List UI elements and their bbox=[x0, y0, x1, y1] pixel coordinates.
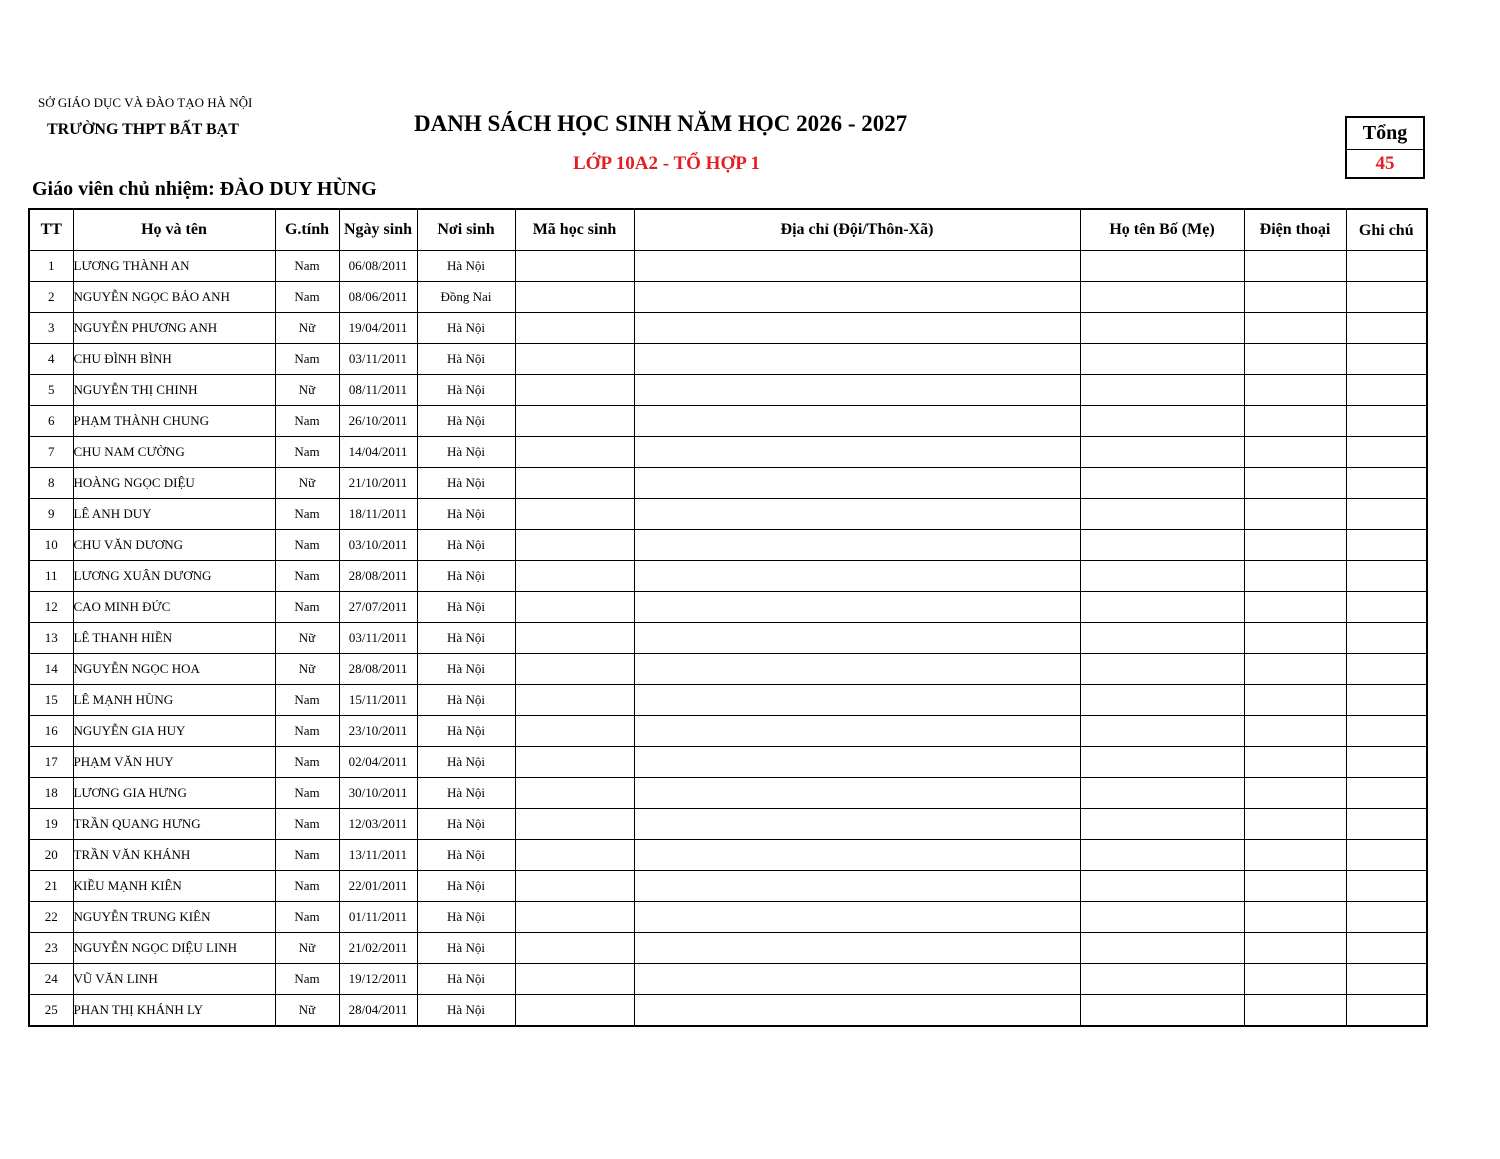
parent-name-cell bbox=[1080, 809, 1244, 840]
place-of-birth: Hà Nội bbox=[417, 902, 515, 933]
table-row bbox=[29, 716, 1427, 747]
address-cell bbox=[634, 902, 1080, 933]
date-of-birth: 03/10/2011 bbox=[339, 530, 417, 561]
student-name: NGUYỄN TRUNG KIÊN bbox=[73, 902, 275, 933]
student-name: PHẠM VĂN HUY bbox=[73, 747, 275, 778]
phone-cell bbox=[1244, 499, 1346, 530]
row-number: 17 bbox=[29, 747, 73, 778]
table-row bbox=[29, 282, 1427, 313]
row-number: 15 bbox=[29, 685, 73, 716]
parent-name-cell bbox=[1080, 902, 1244, 933]
place-of-birth: Hà Nội bbox=[417, 995, 515, 1027]
student-id-cell bbox=[515, 840, 634, 871]
gender: Nam bbox=[275, 251, 339, 282]
row-number: 22 bbox=[29, 902, 73, 933]
parent-name-cell bbox=[1080, 251, 1244, 282]
table-row bbox=[29, 840, 1427, 871]
col-header-tt: TT bbox=[29, 209, 73, 251]
row-number: 9 bbox=[29, 499, 73, 530]
row-number: 12 bbox=[29, 592, 73, 623]
parent-name-cell bbox=[1080, 716, 1244, 747]
note-cell bbox=[1346, 871, 1427, 902]
table-row bbox=[29, 685, 1427, 716]
table-row bbox=[29, 809, 1427, 840]
address-cell bbox=[634, 623, 1080, 654]
parent-name-cell bbox=[1080, 499, 1244, 530]
phone-cell bbox=[1244, 871, 1346, 902]
table-row bbox=[29, 499, 1427, 530]
table-row bbox=[29, 437, 1427, 468]
parent-name-cell bbox=[1080, 375, 1244, 406]
gender: Nam bbox=[275, 530, 339, 561]
col-header-gender: G.tính bbox=[275, 209, 339, 251]
gender: Nam bbox=[275, 437, 339, 468]
department-name: SỞ GIÁO DỤC VÀ ĐÀO TẠO HÀ NỘI bbox=[38, 95, 253, 110]
total-value: 45 bbox=[1375, 153, 1395, 174]
row-number: 2 bbox=[29, 282, 73, 313]
address-cell bbox=[634, 592, 1080, 623]
place-of-birth: Hà Nội bbox=[417, 313, 515, 344]
phone-cell bbox=[1244, 933, 1346, 964]
table-row bbox=[29, 871, 1427, 902]
phone-cell bbox=[1244, 964, 1346, 995]
parent-name-cell bbox=[1080, 406, 1244, 437]
place-of-birth: Hà Nội bbox=[417, 499, 515, 530]
class-subtitle: LỚP 10A2 - TỔ HỢP 1 bbox=[573, 153, 761, 174]
row-number: 23 bbox=[29, 933, 73, 964]
note-cell bbox=[1346, 778, 1427, 809]
place-of-birth: Hà Nội bbox=[417, 561, 515, 592]
student-id-cell bbox=[515, 623, 634, 654]
table-row bbox=[29, 933, 1427, 964]
note-cell bbox=[1346, 902, 1427, 933]
place-of-birth: Hà Nội bbox=[417, 716, 515, 747]
note-cell bbox=[1346, 685, 1427, 716]
note-cell bbox=[1346, 530, 1427, 561]
date-of-birth: 14/04/2011 bbox=[339, 437, 417, 468]
place-of-birth: Hà Nội bbox=[417, 251, 515, 282]
parent-name-cell bbox=[1080, 778, 1244, 809]
parent-name-cell bbox=[1080, 592, 1244, 623]
phone-cell bbox=[1244, 809, 1346, 840]
student-name: LÊ ANH DUY bbox=[73, 499, 275, 530]
address-cell bbox=[634, 561, 1080, 592]
address-cell bbox=[634, 530, 1080, 561]
row-number: 25 bbox=[29, 995, 73, 1027]
place-of-birth: Hà Nội bbox=[417, 592, 515, 623]
col-header-dob: Ngày sinh bbox=[339, 209, 417, 251]
table-row bbox=[29, 592, 1427, 623]
student-id-cell bbox=[515, 902, 634, 933]
table-row bbox=[29, 964, 1427, 995]
phone-cell bbox=[1244, 840, 1346, 871]
student-name: LÊ THANH HIỀN bbox=[73, 623, 275, 654]
phone-cell bbox=[1244, 685, 1346, 716]
row-number: 21 bbox=[29, 871, 73, 902]
date-of-birth: 12/03/2011 bbox=[339, 809, 417, 840]
note-cell bbox=[1346, 747, 1427, 778]
note-cell bbox=[1346, 592, 1427, 623]
address-cell bbox=[634, 468, 1080, 499]
place-of-birth: Hà Nội bbox=[417, 871, 515, 902]
row-number: 11 bbox=[29, 561, 73, 592]
parent-name-cell bbox=[1080, 685, 1244, 716]
student-name: LƯƠNG GIA HƯNG bbox=[73, 778, 275, 809]
parent-name-cell bbox=[1080, 871, 1244, 902]
date-of-birth: 30/10/2011 bbox=[339, 778, 417, 809]
address-cell bbox=[634, 933, 1080, 964]
row-number: 19 bbox=[29, 809, 73, 840]
address-cell bbox=[634, 375, 1080, 406]
school-name: TRƯỜNG THPT BẤT BẠT bbox=[47, 121, 239, 138]
row-number: 10 bbox=[29, 530, 73, 561]
table-row bbox=[29, 251, 1427, 282]
date-of-birth: 19/04/2011 bbox=[339, 313, 417, 344]
table-row bbox=[29, 406, 1427, 437]
student-name: NGUYỄN GIA HUY bbox=[73, 716, 275, 747]
place-of-birth: Hà Nội bbox=[417, 809, 515, 840]
student-id-cell bbox=[515, 871, 634, 902]
address-cell bbox=[634, 499, 1080, 530]
table-row bbox=[29, 623, 1427, 654]
student-id-cell bbox=[515, 282, 634, 313]
table-row bbox=[29, 468, 1427, 499]
address-cell bbox=[634, 747, 1080, 778]
student-id-cell bbox=[515, 685, 634, 716]
phone-cell bbox=[1244, 251, 1346, 282]
parent-name-cell bbox=[1080, 623, 1244, 654]
student-table bbox=[28, 208, 1428, 1027]
student-name: NGUYỄN NGỌC DIỆU LINH bbox=[73, 933, 275, 964]
student-name: NGUYỄN NGỌC BẢO ANH bbox=[73, 282, 275, 313]
row-number: 8 bbox=[29, 468, 73, 499]
gender: Nữ bbox=[275, 654, 339, 685]
student-name: CAO MINH ĐỨC bbox=[73, 592, 275, 623]
note-cell bbox=[1346, 344, 1427, 375]
table-row bbox=[29, 902, 1427, 933]
note-cell bbox=[1346, 809, 1427, 840]
phone-cell bbox=[1244, 561, 1346, 592]
note-cell bbox=[1346, 840, 1427, 871]
phone-cell bbox=[1244, 406, 1346, 437]
place-of-birth: Đồng Nai bbox=[417, 282, 515, 313]
student-name: LƯƠNG THÀNH AN bbox=[73, 251, 275, 282]
phone-cell bbox=[1244, 716, 1346, 747]
date-of-birth: 13/11/2011 bbox=[339, 840, 417, 871]
student-id-cell bbox=[515, 995, 634, 1027]
gender: Nam bbox=[275, 561, 339, 592]
place-of-birth: Hà Nội bbox=[417, 964, 515, 995]
address-cell bbox=[634, 871, 1080, 902]
address-cell bbox=[634, 282, 1080, 313]
gender: Nam bbox=[275, 871, 339, 902]
address-cell bbox=[634, 840, 1080, 871]
note-cell bbox=[1346, 375, 1427, 406]
date-of-birth: 26/10/2011 bbox=[339, 406, 417, 437]
parent-name-cell bbox=[1080, 437, 1244, 468]
place-of-birth: Hà Nội bbox=[417, 933, 515, 964]
phone-cell bbox=[1244, 437, 1346, 468]
phone-cell bbox=[1244, 995, 1346, 1027]
gender: Nam bbox=[275, 716, 339, 747]
date-of-birth: 23/10/2011 bbox=[339, 716, 417, 747]
phone-cell bbox=[1244, 778, 1346, 809]
place-of-birth: Hà Nội bbox=[417, 747, 515, 778]
col-header-student-id: Mã học sinh bbox=[515, 209, 634, 251]
phone-cell bbox=[1244, 375, 1346, 406]
student-name: HOÀNG NGỌC DIỆU bbox=[73, 468, 275, 499]
place-of-birth: Hà Nội bbox=[417, 530, 515, 561]
student-id-cell bbox=[515, 592, 634, 623]
student-name: NGUYỄN PHƯƠNG ANH bbox=[73, 313, 275, 344]
row-number: 1 bbox=[29, 251, 73, 282]
table-row bbox=[29, 344, 1427, 375]
table-row bbox=[29, 778, 1427, 809]
gender: Nam bbox=[275, 344, 339, 375]
date-of-birth: 02/04/2011 bbox=[339, 747, 417, 778]
date-of-birth: 27/07/2011 bbox=[339, 592, 417, 623]
address-cell bbox=[634, 344, 1080, 375]
place-of-birth: Hà Nội bbox=[417, 778, 515, 809]
phone-cell bbox=[1244, 313, 1346, 344]
note-cell bbox=[1346, 251, 1427, 282]
row-number: 24 bbox=[29, 964, 73, 995]
col-header-name: Họ và tên bbox=[73, 209, 275, 251]
gender: Nam bbox=[275, 499, 339, 530]
gender: Nam bbox=[275, 902, 339, 933]
note-cell bbox=[1346, 964, 1427, 995]
date-of-birth: 15/11/2011 bbox=[339, 685, 417, 716]
student-name: CHU NAM CƯỜNG bbox=[73, 437, 275, 468]
student-name: LƯƠNG XUÂN DƯƠNG bbox=[73, 561, 275, 592]
student-name: PHẠM THÀNH CHUNG bbox=[73, 406, 275, 437]
parent-name-cell bbox=[1080, 995, 1244, 1027]
table-row bbox=[29, 313, 1427, 344]
place-of-birth: Hà Nội bbox=[417, 406, 515, 437]
phone-cell bbox=[1244, 592, 1346, 623]
place-of-birth: Hà Nội bbox=[417, 468, 515, 499]
student-name: VŨ VĂN LINH bbox=[73, 964, 275, 995]
phone-cell bbox=[1244, 654, 1346, 685]
phone-cell bbox=[1244, 902, 1346, 933]
phone-cell bbox=[1244, 468, 1346, 499]
gender: Nam bbox=[275, 282, 339, 313]
gender: Nữ bbox=[275, 995, 339, 1027]
gender: Nữ bbox=[275, 313, 339, 344]
address-cell bbox=[634, 995, 1080, 1027]
place-of-birth: Hà Nội bbox=[417, 623, 515, 654]
table-row bbox=[29, 995, 1427, 1027]
row-number: 14 bbox=[29, 654, 73, 685]
address-cell bbox=[634, 654, 1080, 685]
date-of-birth: 21/02/2011 bbox=[339, 933, 417, 964]
note-cell bbox=[1346, 313, 1427, 344]
note-cell bbox=[1346, 995, 1427, 1027]
date-of-birth: 28/04/2011 bbox=[339, 995, 417, 1027]
row-number: 7 bbox=[29, 437, 73, 468]
note-cell bbox=[1346, 654, 1427, 685]
phone-cell bbox=[1244, 747, 1346, 778]
date-of-birth: 03/11/2011 bbox=[339, 623, 417, 654]
parent-name-cell bbox=[1080, 747, 1244, 778]
date-of-birth: 28/08/2011 bbox=[339, 561, 417, 592]
student-id-cell bbox=[515, 654, 634, 685]
gender: Nam bbox=[275, 406, 339, 437]
student-id-cell bbox=[515, 778, 634, 809]
student-id-cell bbox=[515, 375, 634, 406]
student-id-cell bbox=[515, 468, 634, 499]
place-of-birth: Hà Nội bbox=[417, 685, 515, 716]
document-title: DANH SÁCH HỌC SINH NĂM HỌC 2026 - 2027 bbox=[414, 111, 908, 136]
note-cell bbox=[1346, 406, 1427, 437]
row-number: 3 bbox=[29, 313, 73, 344]
place-of-birth: Hà Nội bbox=[417, 344, 515, 375]
note-cell bbox=[1346, 561, 1427, 592]
note-cell bbox=[1346, 499, 1427, 530]
col-header-pob: Nơi sinh bbox=[417, 209, 515, 251]
phone-cell bbox=[1244, 623, 1346, 654]
row-number: 13 bbox=[29, 623, 73, 654]
parent-name-cell bbox=[1080, 964, 1244, 995]
table-row bbox=[29, 561, 1427, 592]
row-number: 16 bbox=[29, 716, 73, 747]
note-cell bbox=[1346, 282, 1427, 313]
note-cell bbox=[1346, 716, 1427, 747]
gender: Nữ bbox=[275, 623, 339, 654]
table-row bbox=[29, 747, 1427, 778]
place-of-birth: Hà Nội bbox=[417, 437, 515, 468]
gender: Nữ bbox=[275, 468, 339, 499]
student-name: NGUYỄN NGỌC HOA bbox=[73, 654, 275, 685]
student-id-cell bbox=[515, 964, 634, 995]
address-cell bbox=[634, 251, 1080, 282]
student-id-cell bbox=[515, 561, 634, 592]
table-row bbox=[29, 654, 1427, 685]
col-header-address: Địa chỉ (Đội/Thôn-Xã) bbox=[634, 209, 1080, 251]
note-cell bbox=[1346, 468, 1427, 499]
place-of-birth: Hà Nội bbox=[417, 375, 515, 406]
date-of-birth: 19/12/2011 bbox=[339, 964, 417, 995]
total-box bbox=[1345, 116, 1425, 179]
student-name: KIỀU MẠNH KIÊN bbox=[73, 871, 275, 902]
row-number: 20 bbox=[29, 840, 73, 871]
parent-name-cell bbox=[1080, 561, 1244, 592]
table-row bbox=[29, 375, 1427, 406]
phone-cell bbox=[1244, 282, 1346, 313]
date-of-birth: 28/08/2011 bbox=[339, 654, 417, 685]
parent-name-cell bbox=[1080, 468, 1244, 499]
date-of-birth: 21/10/2011 bbox=[339, 468, 417, 499]
date-of-birth: 01/11/2011 bbox=[339, 902, 417, 933]
student-name: CHU VĂN DƯƠNG bbox=[73, 530, 275, 561]
student-id-cell bbox=[515, 406, 634, 437]
gender: Nam bbox=[275, 840, 339, 871]
date-of-birth: 03/11/2011 bbox=[339, 344, 417, 375]
student-id-cell bbox=[515, 437, 634, 468]
student-name: TRẦN VĂN KHÁNH bbox=[73, 840, 275, 871]
date-of-birth: 08/06/2011 bbox=[339, 282, 417, 313]
gender: Nam bbox=[275, 778, 339, 809]
student-name: TRẦN QUANG HƯNG bbox=[73, 809, 275, 840]
phone-cell bbox=[1244, 530, 1346, 561]
homeroom-teacher: Giáo viên chủ nhiệm: ĐÀO DUY HÙNG bbox=[32, 178, 377, 200]
gender: Nam bbox=[275, 592, 339, 623]
col-header-phone: Điện thoại bbox=[1244, 209, 1346, 251]
parent-name-cell bbox=[1080, 282, 1244, 313]
student-id-cell bbox=[515, 313, 634, 344]
date-of-birth: 18/11/2011 bbox=[339, 499, 417, 530]
student-id-cell bbox=[515, 530, 634, 561]
row-number: 4 bbox=[29, 344, 73, 375]
student-name: PHAN THỊ KHÁNH LY bbox=[73, 995, 275, 1027]
student-id-cell bbox=[515, 716, 634, 747]
row-number: 18 bbox=[29, 778, 73, 809]
col-header-note: Ghi chú bbox=[1346, 209, 1427, 251]
place-of-birth: Hà Nội bbox=[417, 840, 515, 871]
parent-name-cell bbox=[1080, 933, 1244, 964]
address-cell bbox=[634, 406, 1080, 437]
note-cell bbox=[1346, 623, 1427, 654]
phone-cell bbox=[1244, 344, 1346, 375]
student-name: NGUYỄN THỊ CHINH bbox=[73, 375, 275, 406]
total-label: Tổng bbox=[1347, 118, 1423, 150]
place-of-birth: Hà Nội bbox=[417, 654, 515, 685]
gender: Nữ bbox=[275, 375, 339, 406]
student-id-cell bbox=[515, 809, 634, 840]
row-number: 6 bbox=[29, 406, 73, 437]
parent-name-cell bbox=[1080, 840, 1244, 871]
student-id-cell bbox=[515, 747, 634, 778]
date-of-birth: 06/08/2011 bbox=[339, 251, 417, 282]
row-number: 5 bbox=[29, 375, 73, 406]
parent-name-cell bbox=[1080, 654, 1244, 685]
gender: Nam bbox=[275, 747, 339, 778]
parent-name-cell bbox=[1080, 530, 1244, 561]
student-id-cell bbox=[515, 344, 634, 375]
address-cell bbox=[634, 778, 1080, 809]
date-of-birth: 08/11/2011 bbox=[339, 375, 417, 406]
gender: Nam bbox=[275, 809, 339, 840]
student-id-cell bbox=[515, 251, 634, 282]
parent-name-cell bbox=[1080, 313, 1244, 344]
address-cell bbox=[634, 685, 1080, 716]
address-cell bbox=[634, 313, 1080, 344]
gender: Nam bbox=[275, 685, 339, 716]
note-cell bbox=[1346, 933, 1427, 964]
date-of-birth: 22/01/2011 bbox=[339, 871, 417, 902]
student-id-cell bbox=[515, 499, 634, 530]
parent-name-cell bbox=[1080, 344, 1244, 375]
student-name: LÊ MẠNH HÙNG bbox=[73, 685, 275, 716]
table-header-row bbox=[29, 209, 1427, 251]
gender: Nữ bbox=[275, 933, 339, 964]
col-header-parent: Họ tên Bố (Mẹ) bbox=[1080, 209, 1244, 251]
student-name: CHU ĐÌNH BÌNH bbox=[73, 344, 275, 375]
student-id-cell bbox=[515, 933, 634, 964]
address-cell bbox=[634, 437, 1080, 468]
address-cell bbox=[634, 716, 1080, 747]
table-row bbox=[29, 530, 1427, 561]
address-cell bbox=[634, 964, 1080, 995]
note-cell bbox=[1346, 437, 1427, 468]
gender: Nam bbox=[275, 964, 339, 995]
address-cell bbox=[634, 809, 1080, 840]
